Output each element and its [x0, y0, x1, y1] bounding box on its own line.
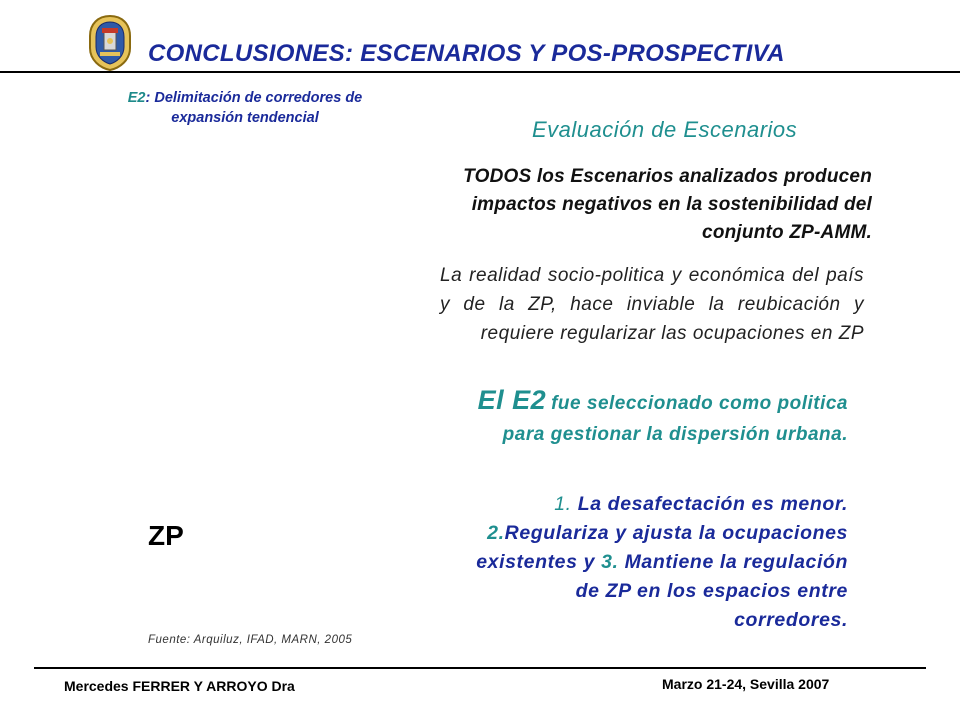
footer-divider [34, 667, 926, 669]
source-citation: Fuente: Arquiluz, IFAD, MARN, 2005 [148, 634, 353, 646]
zp-map-label: ZP [148, 520, 184, 551]
scenario-subtitle-line1: : Delimitación de corredores de [145, 90, 363, 106]
point-1-number: 1. [554, 493, 572, 515]
todos-statement: TODOS los Escenarios analizados producen impactos negativos en la sostenibilidad del conjunto ZP-AMM. [463, 166, 872, 243]
selection-heading: El E2 [477, 385, 547, 415]
point-3-number: 3. [601, 551, 619, 573]
selection-text: fue seleccionado como politica para gestionar la dispersión urbana. [502, 393, 848, 445]
university-crest-icon [86, 14, 134, 72]
scenario-code: E2 [127, 90, 146, 106]
scenario-subtitle [80, 88, 410, 128]
scenario-subtitle-line2: expansión tendencial [171, 110, 319, 126]
point-3-text: Mantiene la regulación de ZP en los espacios entre corredores. [575, 551, 848, 631]
point-2-text: Regulariza y ajusta la ocupaciones existentes y [476, 522, 848, 573]
header-divider [0, 71, 960, 73]
page-title: CONCLUSIONES: ESCENARIOS Y POS-PROSPECTIVA [148, 40, 785, 67]
footer-date: Marzo 21-24, Sevilla 2007 [662, 676, 830, 692]
realidad-statement: La realidad socio-politica y económica del país y de la ZP, hace inviable la reubicación y requiere regularizar las ocupaciones en ZP [440, 265, 864, 344]
evaluation-title: Evaluación de Escenarios [532, 117, 798, 142]
conclusion-points [470, 490, 848, 635]
footer-author: Mercedes FERRER Y ARROYO Dra [64, 678, 295, 694]
point-2-number: 2. [487, 522, 505, 544]
point-1-text: La desafectación es menor. [577, 493, 848, 515]
selection-statement [470, 385, 848, 451]
